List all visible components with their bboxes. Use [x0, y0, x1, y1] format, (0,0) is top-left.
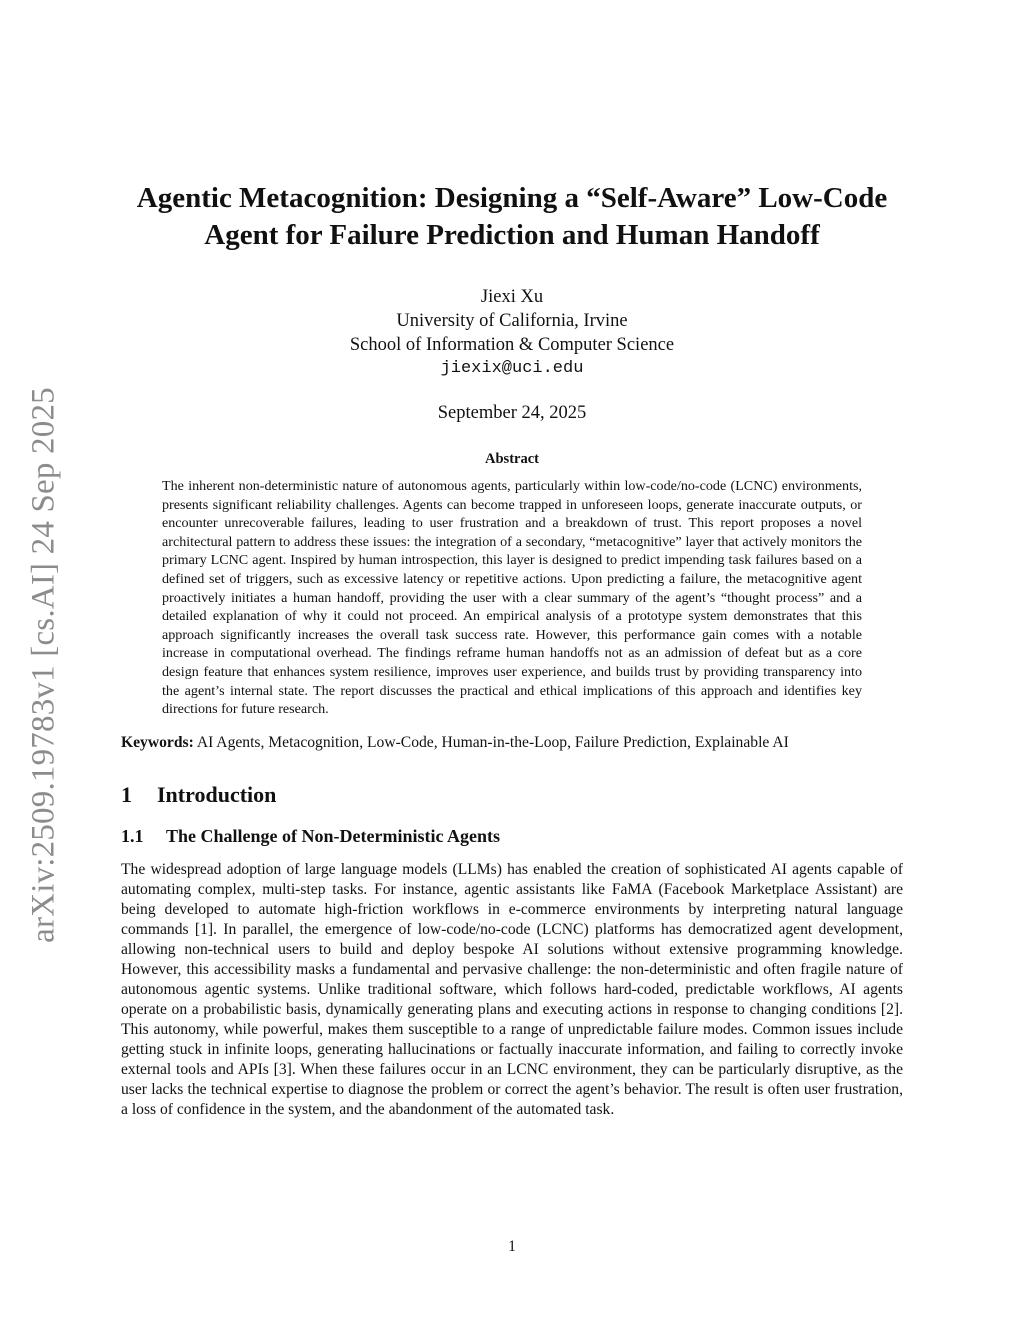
- subsection-title: The Challenge of Non-Deterministic Agents: [166, 826, 500, 846]
- arxiv-identifier-text: arXiv:2509.19783v1 [cs.AI] 24 Sep 2025: [25, 387, 62, 943]
- section-number: 1: [121, 782, 132, 807]
- abstract-text: The inherent non-deterministic nature of autonomous agents, particularly within low-code/no-code (LCNC) environments, presents significant reliability challenges. Agents can become trapped in unforeseen loops, generate inaccurate outputs, or encounter unrecoverable failures, leading to user frustration and a breakdown of trust. This report proposes a novel architectural pattern to address these issues: the integration of a secondary, “metacognitive” layer that actively monitors the primary LCNC agent. Inspired by human introspection, this layer is designed to predict impending task failures based on a defined set of triggers, such as excessive latency or repetitive actions. Upon predicting a failure, the metacognitive agent proactively initiates a human handoff, providing the user with a clear summary of the agent’s “thought process” and a detailed explanation of why it could not proceed. An empirical analysis of a prototype system demonstrates that this approach significantly increases the overall task success rate. However, this performance gain comes with a notable increase in computational overhead. The findings reframe human handoffs not as an admission of defeat but as a core design feature that enhances system resilience, improves user experience, and builds trust by providing transparency into the agent’s internal state. The report discusses the practical and ethical implications of this approach and identifies key directions for future research.: [162, 478, 862, 718]
- subsection-heading: [121, 826, 903, 847]
- page-number: 1: [508, 1238, 516, 1255]
- abstract-heading: Abstract: [485, 451, 539, 467]
- section-title: Introduction: [157, 782, 277, 807]
- paper-date: September 24, 2025: [437, 403, 587, 423]
- subsection-number: 1.1: [121, 826, 144, 846]
- introduction-paragraph: The widespread adoption of large language models (LLMs) has enabled the creation of sophisticated AI agents capable of automating complex, multi-step tasks. For instance, agentic assistants like FaMA (Facebook Marketplace Assistant) are being developed to automate high-friction workflows in e-commerce environments by interpreting natural language commands [1]. In parallel, the emergence of low-code/no-code (LCNC) platforms has democratized agent development, allowing non-technical users to build and deploy bespoke AI solutions without extensive programming knowledge. However, this accessibility masks a fundamental and pervasive challenge: the non-deterministic and often fragile nature of autonomous agentic systems. Unlike traditional software, which follows hard-coded, predictable workflows, AI agents operate on a probabilistic basis, dynamically generating plans and executing actions in response to changing conditions [2]. This autonomy, while powerful, makes them susceptible to a range of unpredictable failure modes. Common issues include getting stuck in infinite loops, generating hallucinations or factually inaccurate information, and failing to correctly invoke external tools and APIs [3]. When these failures occur in an LCNC environment, they can be particularly disruptive, as the user lacks the technical expertise to diagnose the problem or correct the agent’s behavior. The result is often user frustration, a loss of confidence in the system, and the abandonment of the automated task.: [121, 861, 903, 1118]
- keywords-label: Keywords:: [121, 734, 194, 751]
- author-email: jiexix@uci.edu: [440, 359, 584, 378]
- author-department: School of Information & Computer Science: [349, 335, 675, 355]
- author-block: [122, 285, 902, 381]
- author-name: Jiexi Xu: [480, 287, 544, 307]
- keywords-list: AI Agents, Metacognition, Low-Code, Human-in-the-Loop, Failure Prediction, Explainable AI: [196, 734, 789, 751]
- section-heading-introduction: [121, 782, 903, 808]
- author-affiliation: University of California, Irvine: [396, 311, 628, 331]
- paper-title: Agentic Metacognition: Designing a “Self-Aware” Low-Code Agent for Failure Prediction and Human Handoff: [136, 182, 888, 251]
- keywords-line: [121, 733, 903, 753]
